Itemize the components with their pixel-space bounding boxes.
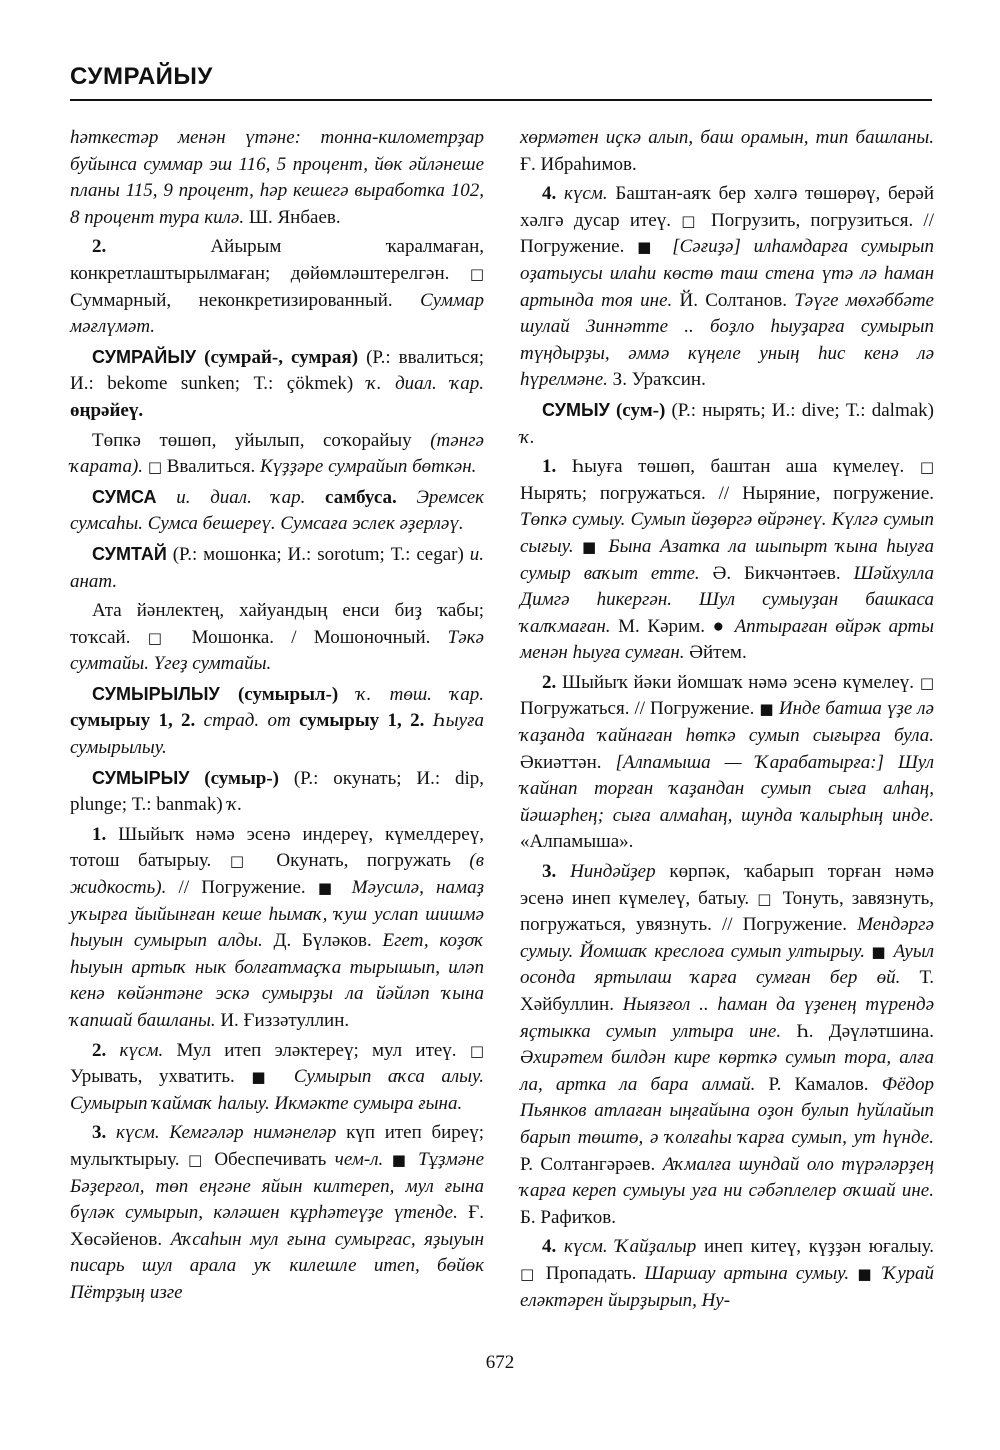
header-rule: [70, 99, 932, 101]
page-number: 672: [485, 1352, 515, 1373]
entry-paragraph: 1. Һыуға төшөп, баштан аша күмелеү. □ Нырять; погружаться. // Ныряние, погружение. Төпкә сумыу. Сумып йөҙөргә өйрәнеү. Күлгә сумып сығыу. ■ Бына Азатка ла шыпырт ҡына һыуға сумыр ваҡыт етте. Ә. Бикчәнтәев. Шәйхулла Димгә һикергән. Шул сумыуҙан башкаса ҡалҡмаған. М. Кәрим. ● Аптыраған өйрәк арты менән һыуға сумған. Әйтем.: [520, 456, 934, 664]
entry-paragraph: СУМРАЙЫУ (сумрай-, сумрая) (Р.: ввалиться; И.: bekome sunken; Т.: çökmek) ҡ. диал. ҡар. өңрәйеү.: [70, 346, 485, 421]
entry-paragraph: 3. күсм. Кемгәләр нимәнеләр күп итеп биреү; мулыҡтырыу. □ Обеспечивать чем-л. ■ Тұҙмәне Бәҙерғол, төп еңгәне яйын килтереп, мул ғына бүләк сумырып, кәләшен кұрһәтеүҙе үтенде. Ғ. Хөсәйенов. Аҡсаһын мул ғына сумырғас, яҙыуын писарь шул арала уҡ килешле итеп, бөйөк Пётрҙың изге: [70, 1122, 485, 1303]
entry-paragraph: 2. Шыйыҡ йәки йомшаҡ нәмә эсенә күмелеү. □ Погружаться. // Погружение. ■ Инде батша үҙе лә ҡаҙанда ҡайнаған һөткә сумып сығырға була. Әкиәттән. [Алпамыша — Ҡарабатырға:] Шул ҡайнап торған ҡаҙандан сумып сыға алһаң, йәшәрһең; сыға алмаһаң, шунда ҡалырһың инде. «Алпамыша».: [520, 671, 934, 853]
entry-paragraph: 4. күсм. Баштан-аяҡ бер хәлгә төшөрөү, берәй хәлгә дусар итеү. □ Погрузить, погрузиться. // Погружение. ■ [Сәғиҙә] илһамдарға сумырып оҙатыусы илаһи көстө таш стена үтә лә һаман артында тоя ине. Й. Солтанов. Тәүге мөхәббәте шулай Зиннәтте .. боҙло һыуҙарға сумырып түңдырҙы, әммә күңеле уның һис кенә лә һүрелмәне. З. Ураҡсин.: [520, 183, 935, 391]
entry-paragraph: СУМТАЙ (Р.: мошонка; И.: sorotum; Т.: cegar) и. анат.: [70, 543, 484, 592]
left-column: [70, 125, 484, 1310]
entry-paragraph: 2. күсм. Мул итеп эләктереү; мул итеү. □ Урывать, ухватить. ■ Сумырып аҡса алыу. Сумырып ҡаймаҡ һалыу. Икмәкте сумыра ғына.: [70, 1039, 484, 1114]
entry-paragraph: 2. Айырым ҡаралмаған, конкретлаштырылмаған; дөйөмләштерелгән. □ Суммарный, неконкретизированный. Суммар мәғлүмәт.: [70, 236, 484, 338]
entry-paragraph: Ата йәнлектең, хайуандың енси биҙ ҡабы; тоҡсай. □ Мошонка. / Мошоночный. Тәкә сумтайы. Үгеҙ сумтайы.: [70, 600, 484, 675]
entry-paragraph: СУМЫРЫУ (сумыр-) (Р.: окунать; И.: dip, plunge; Т.: banmak) ҡ.: [70, 767, 484, 816]
entry-paragraph: һәткестәр менән үтәне: тонна-километрҙар буйынса суммар эш 116, 5 процент, йөк әйләнеше планы 115, 9 процент, һәр кешегә выработка 102, 8 процент тура килә. Ш. Янбаев.: [70, 127, 484, 228]
entry-paragraph: 1. Шыйыҡ нәмә эсенә индереү, күмелдереү, тотош батырыу. □ Окунать, погружать (в жидкость). // Погружение. ■ Мәусилә, намаҙ уҡырға йыйынған кеше һымаҡ, ҡуш услап шишмә һыуын сумырып алды. Д. Бүләков. Егет, коҙоҡ һыуын артыҡ нык болғатмаҫҡа тырышып, иләп кенә көйәнтәне эскә сумырҙы ла йәйләп ҡына ҡапшай башланы. И. Ғиззәтуллин.: [70, 823, 485, 1031]
entry-paragraph: 3. Ниндәйҙер көрпәк, ҡабарып торған нәмә эсенә инеп күмелеү, батыу. □ Тонуть, завязнуть, погружаться, увязнуть. // Погружение. Мендәргә сумыу. Йомшаҡ креслоға сумып ултырыу. ■ Ауыл осонда яртылаш ҡарға сумған бер өй. Т. Хәйбуллин. Ныязғол .. һаман да үҙенең түрендә яҫтыкка сумып ултыра ине. Һ. Дәүләтшина. Әхирәтем билдән кире көрткә сумып тора, алға ла, артка ла бара алмай. Р. Камалов. Фёдор Пьянков атлаған ыңғайына оҙон булып һуйлайып барып төштө, ә ҡолғаһы ҡарға сумып, ут һүнде. Р. Солтангәрәев. Аҡмалға шундай оло түрәләрҙең ҡарға кереп сумыуы уға ни сәбәплелер оҡшай ине. Б. Рафиҡов.: [520, 861, 935, 1228]
page-header-title: СУМРАЙЫУ: [70, 63, 213, 90]
entry-paragraph: хөрмәтен иҫкә алып, баш орамын, тип башланы. Ғ. Ибраһимов.: [520, 127, 934, 175]
entry-paragraph: СУМЫРЫЛЫУ (сумырыл-) ҡ. төш. ҡар. сумырыу 1, 2. страд. от сумырыу 1, 2. Һыуға сумырылыу.: [70, 683, 485, 759]
right-column: [520, 125, 934, 1317]
entry-paragraph: СУМСА и. диал. ҡар. самбуса. Эремсек сумсаһы. Сумса бешереү. Сумсаға эслек әҙерләү.: [70, 486, 485, 535]
entry-paragraph: Төпкә төшөп, уйылып, соҡорайыу (тәнгә ҡарата). □ Ввалиться. Күҙҙәре сумрайып бөткән.: [70, 429, 484, 478]
entry-paragraph: СУМЫУ (сум-) (Р.: нырять; И.: dive; Т.: dalmak) ҡ.: [520, 399, 934, 448]
entry-paragraph: 4. күсм. Ҡайҙалыр инеп китеү, күҙҙән юғалыу. □ Пропадать. Шаршау артына сумыу. ■ Ҡурай eләктәрен йырҙырып, Ну-: [520, 1236, 935, 1311]
